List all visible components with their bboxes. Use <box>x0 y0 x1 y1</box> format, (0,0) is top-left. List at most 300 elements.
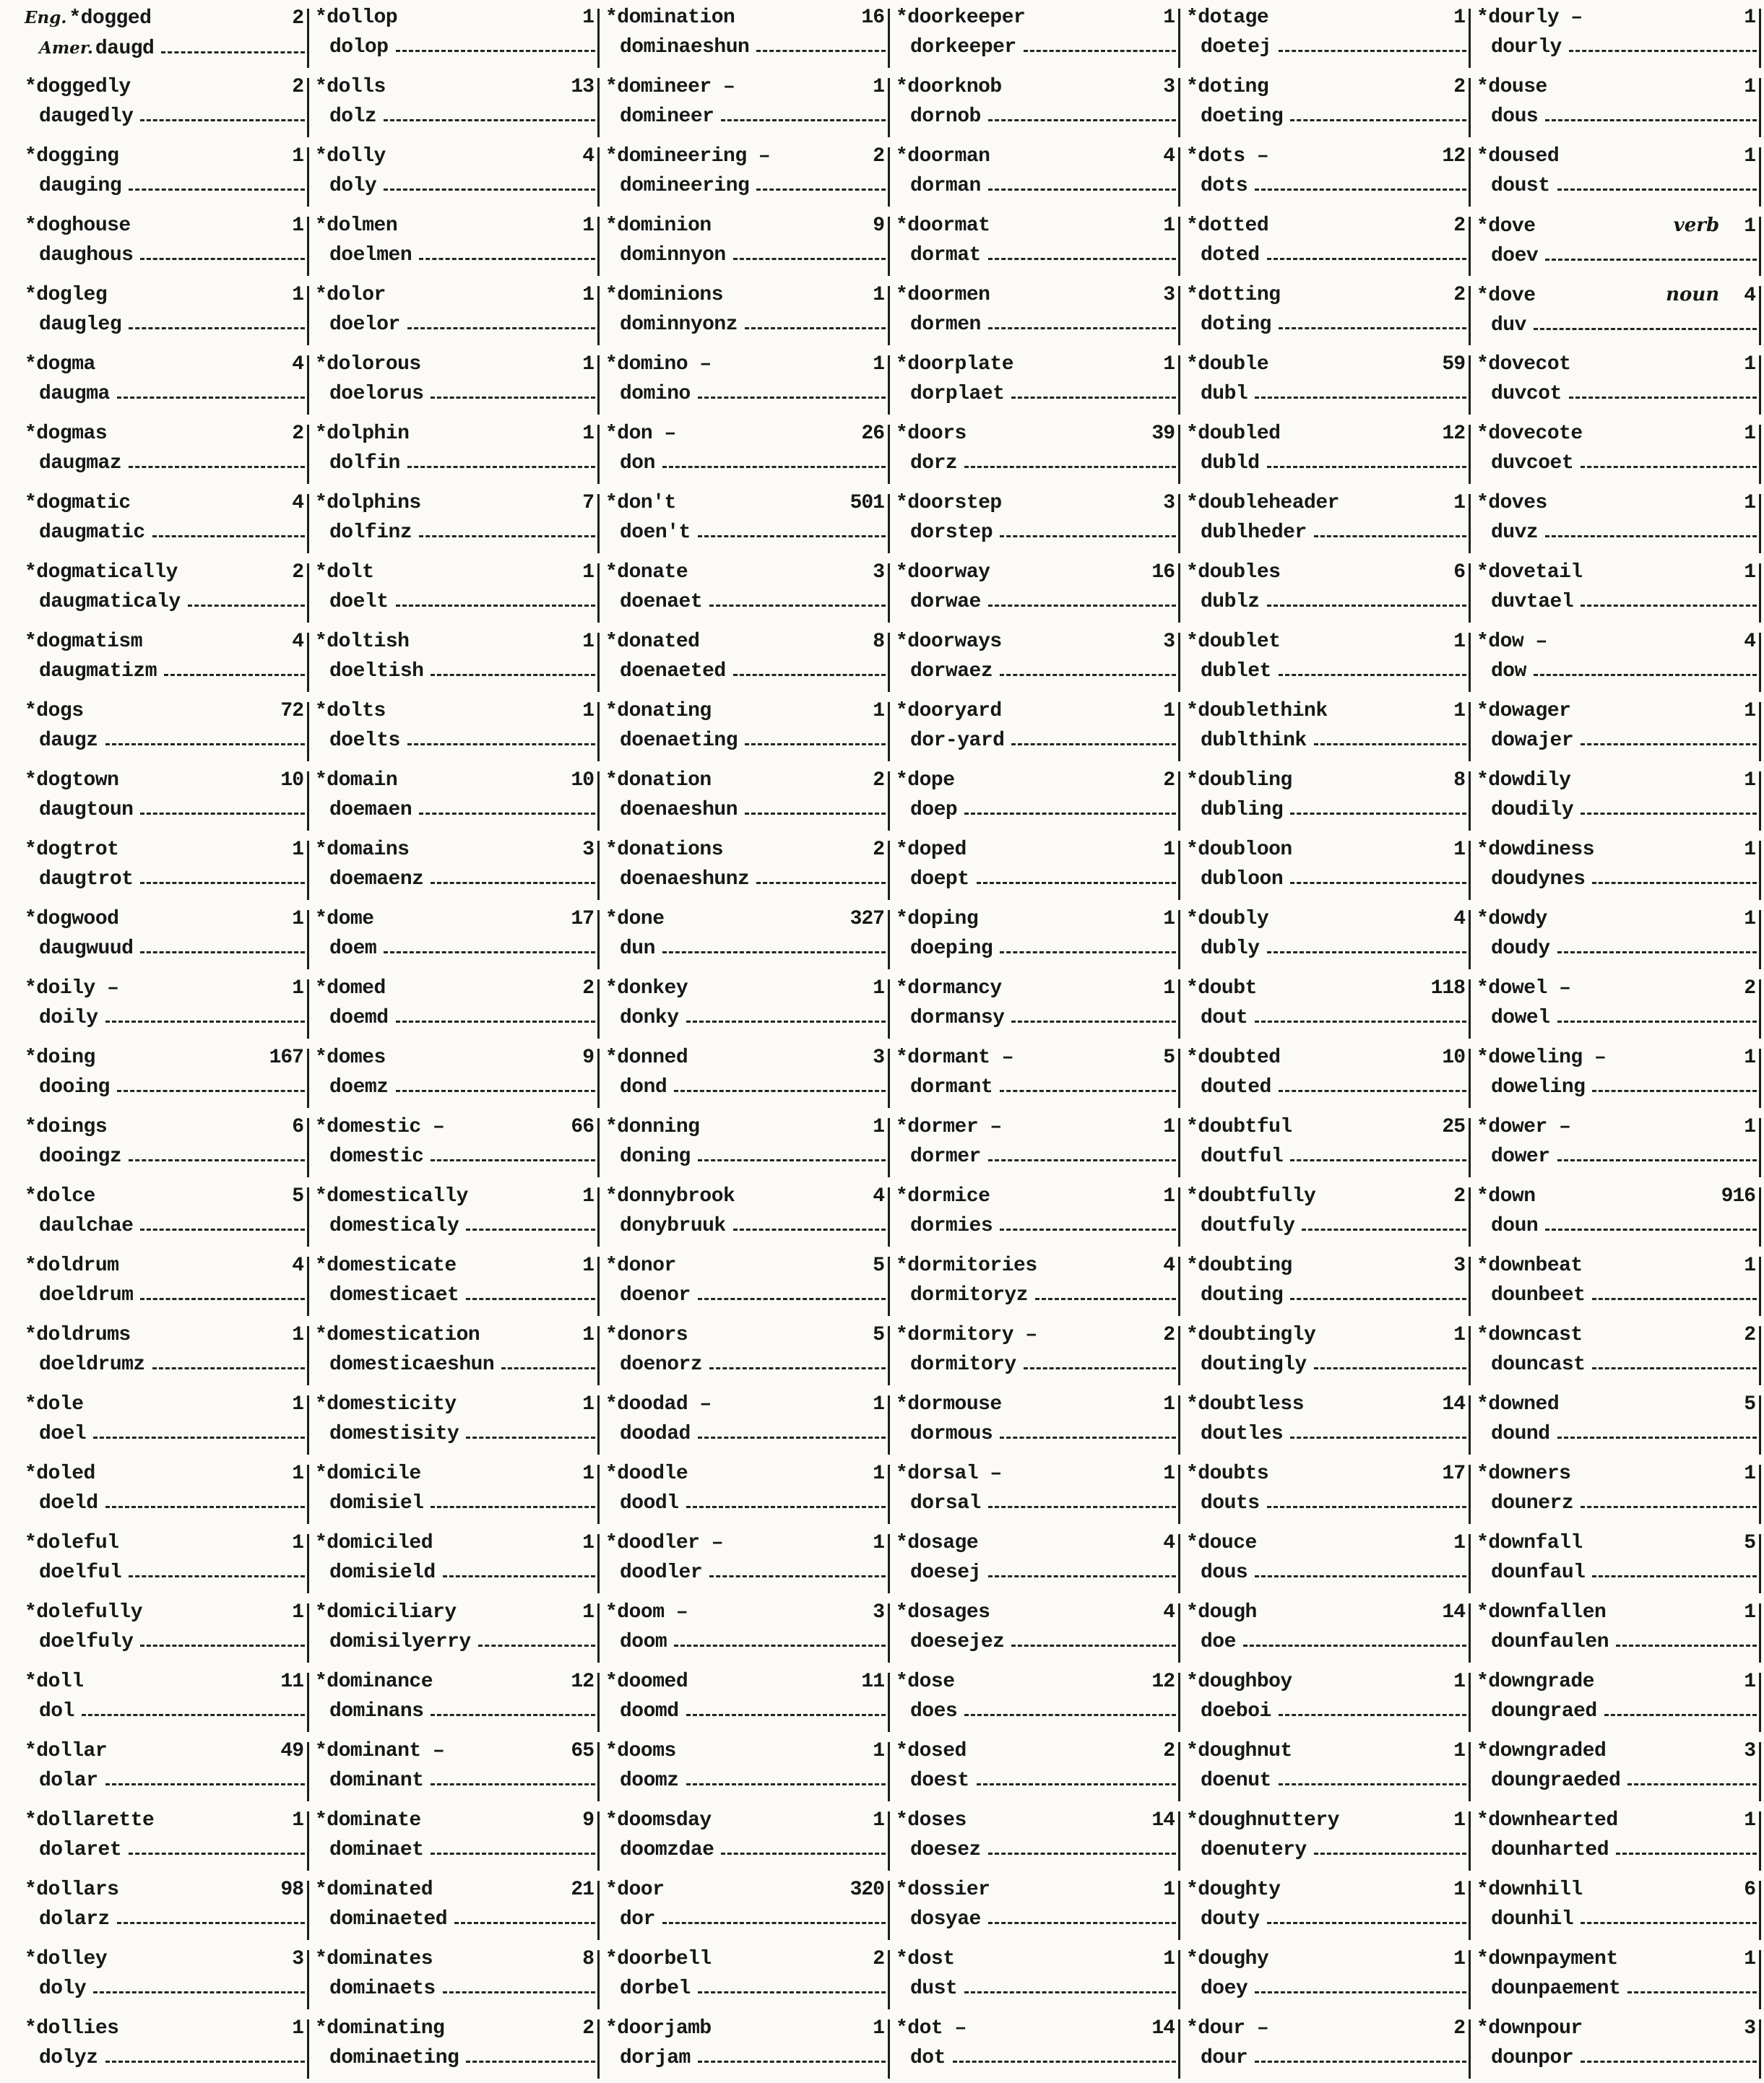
leader-line <box>1000 1432 1176 1439</box>
leader-line <box>1255 1986 1466 1993</box>
entry-respelling: doting <box>1201 313 1271 336</box>
entry-respelling: dublheder <box>1201 521 1307 544</box>
leader-line <box>745 322 886 329</box>
entry-frequency-count: 2 <box>292 7 303 30</box>
entry-word: *dovetail <box>1477 561 1583 584</box>
entry-respelling: doel <box>39 1423 87 1445</box>
entry-word-line <box>315 1598 601 1627</box>
leader-line <box>1243 1640 1466 1647</box>
entry-respell-line <box>1477 1073 1763 1102</box>
entry-respelling: doutful <box>1201 1146 1284 1168</box>
dictionary-entry <box>601 1319 891 1382</box>
entry-respelling: dormer <box>910 1146 981 1168</box>
leader-line <box>733 669 886 676</box>
entry-respelling: dormen <box>910 313 981 336</box>
entry-word: *dour – <box>1186 2017 1269 2040</box>
entry-word-line <box>315 1182 601 1211</box>
dictionary-entry <box>891 1111 1182 1174</box>
leader-line <box>1011 738 1176 745</box>
entry-frequency-count: 12 <box>1442 423 1465 445</box>
entry-frequency-count: 1 <box>292 1809 303 1832</box>
leader-line <box>1290 1432 1466 1439</box>
entry-frequency-count: 1 <box>873 2017 884 2040</box>
dictionary-column-1 <box>20 1 311 2082</box>
entry-respell-line <box>315 1697 601 1726</box>
entry-word-line <box>1186 1459 1472 1489</box>
entry-respelling: doenorz <box>620 1354 703 1376</box>
entry-respelling: dorman <box>910 175 981 197</box>
entry-respelling: donybruuk <box>620 1215 726 1237</box>
entry-word-line <box>896 1459 1182 1489</box>
entry-word-line <box>896 1182 1182 1211</box>
entry-respell-line <box>1477 1142 1763 1172</box>
entry-frequency-count: 2 <box>582 2017 594 2040</box>
entry-respelling: dounhil <box>1491 1908 1574 1931</box>
entry-word-line <box>1186 835 1472 865</box>
entry-frequency-count: 3 <box>1744 2017 1755 2040</box>
dictionary-entry <box>20 1388 311 1452</box>
entry-frequency-count: 1 <box>582 631 594 653</box>
leader-line <box>1000 530 1176 537</box>
entry-respell-line <box>1477 1489 1763 1518</box>
entry-respell-line <box>315 1350 601 1380</box>
entry-respell-line <box>315 2043 601 2073</box>
entry-word-line <box>605 974 891 1003</box>
entry-respelling: dounpor <box>1491 2047 1574 2069</box>
entry-frequency-count: 2 <box>292 423 303 445</box>
dictionary-entry <box>311 417 601 481</box>
entry-word-line <box>605 1667 891 1697</box>
entry-word: *dotted <box>1186 215 1269 237</box>
dictionary-entry <box>1182 625 1472 689</box>
entry-word: *doughnuttery <box>1186 1809 1339 1832</box>
entry-respelling: dubl <box>1201 383 1248 405</box>
entry-word-line <box>1186 1806 1472 1835</box>
dictionary-entry <box>1472 417 1763 481</box>
entry-word: *doubloon <box>1186 839 1292 861</box>
dictionary-entry <box>891 1527 1182 1590</box>
entry-respelling: doodad <box>620 1423 691 1445</box>
leader-line <box>1545 114 1757 121</box>
entry-word-line <box>1477 1112 1763 1142</box>
dictionary-entry <box>20 71 311 134</box>
leader-line <box>1279 322 1466 329</box>
language-label-amer: Amer. <box>39 38 93 58</box>
entry-respell-line <box>315 1974 601 2004</box>
entry-word-line <box>315 696 601 726</box>
entry-respelling: doemz <box>329 1076 389 1099</box>
entry-word-line <box>25 627 311 657</box>
entry-frequency-count: 1 <box>582 1393 594 1416</box>
dictionary-entry <box>1182 972 1472 1036</box>
leader-line <box>1557 1154 1757 1161</box>
leader-line <box>964 1709 1176 1716</box>
entry-respell-line <box>1477 865 1763 894</box>
entry-word: *domes <box>315 1047 386 1069</box>
dictionary-entry <box>20 348 311 412</box>
entry-frequency-count: 1 <box>873 700 884 722</box>
entry-word: *doves <box>1477 492 1547 514</box>
entry-word: *downgraded <box>1477 1740 1607 1762</box>
dictionary-entry <box>601 71 891 134</box>
entry-frequency-count: 2 <box>873 769 884 792</box>
entry-frequency-count: 3 <box>1744 1740 1755 1762</box>
entry-frequency-count: 98 <box>280 1879 303 1901</box>
leader-line <box>1534 669 1757 676</box>
dictionary-entry <box>601 1527 891 1590</box>
entry-word: *doors <box>896 423 967 445</box>
entry-word-line <box>896 1112 1182 1142</box>
entry-word-line <box>605 558 891 587</box>
leader-line <box>1592 1293 1757 1300</box>
dictionary-entry <box>1182 487 1472 550</box>
dictionary-entry <box>311 209 601 273</box>
dictionary-entry <box>1472 764 1763 828</box>
dictionary-entry <box>601 1180 891 1244</box>
entry-word: *domicile <box>315 1463 421 1485</box>
entry-word: *dormancy <box>896 977 1002 1000</box>
leader-line <box>1255 391 1466 399</box>
entry-word: *dolly <box>315 145 386 168</box>
leader-line <box>431 669 595 676</box>
dictionary-entry <box>20 279 311 342</box>
entry-respell-line <box>1477 102 1763 131</box>
entry-respell-line <box>315 1211 601 1241</box>
entry-respell-line <box>315 726 601 755</box>
entry-frequency-count: 3 <box>1163 76 1175 98</box>
entry-respelling: doelt <box>329 591 389 613</box>
entry-respell-line <box>605 379 891 409</box>
leader-line <box>977 1778 1176 1785</box>
entry-word: *doughboy <box>1186 1671 1292 1693</box>
entry-respelling: douty <box>1201 1908 1260 1931</box>
leader-line <box>745 738 886 745</box>
entry-word: *dominion <box>605 215 712 237</box>
entry-word-line <box>1477 1667 1763 1697</box>
entry-respelling: doutles <box>1201 1423 1284 1445</box>
entry-frequency-count: 3 <box>1163 284 1175 306</box>
entry-frequency-count: 2 <box>1163 1740 1175 1762</box>
entry-respell-line <box>25 587 311 617</box>
entry-frequency-count: 14 <box>1151 1809 1175 1832</box>
entry-respelling: does <box>910 1700 958 1723</box>
entry-word-line <box>1477 211 1763 241</box>
entry-word-line <box>315 1875 601 1905</box>
entry-word: *dominate <box>315 1809 421 1832</box>
entry-word: *dogleg <box>25 284 108 306</box>
leader-line <box>1267 946 1466 953</box>
entry-frequency-count: 25 <box>1442 1116 1465 1138</box>
entry-word: *dossier <box>896 1879 990 1901</box>
dictionary-entry <box>1472 1666 1763 1729</box>
entry-respelling: dominaet <box>329 1839 424 1861</box>
dictionary-entry <box>311 1042 601 1105</box>
entry-respell-line <box>25 2043 311 2073</box>
entry-word: *dosed <box>896 1740 967 1762</box>
entry-frequency-count: 1 <box>582 353 594 376</box>
leader-line <box>105 738 305 745</box>
entry-word-line <box>315 974 601 1003</box>
entry-word-line <box>896 142 1182 171</box>
dictionary-entry <box>20 695 311 758</box>
entry-word: *doorknob <box>896 76 1002 98</box>
entry-word-line <box>1477 766 1763 795</box>
entry-frequency-count: 72 <box>280 700 303 722</box>
entry-word: *down <box>1477 1185 1536 1208</box>
leader-line <box>988 1154 1176 1161</box>
entry-frequency-count: 10 <box>1442 1047 1465 1069</box>
entry-respelling: dolar <box>39 1770 98 1792</box>
dictionary-entry <box>601 348 891 412</box>
leader-line <box>1581 599 1757 607</box>
entry-word-line <box>896 72 1182 102</box>
entry-word-line <box>1186 1528 1472 1558</box>
entry-respell-line <box>1186 865 1472 894</box>
entry-word-line <box>315 904 601 934</box>
entry-word-line <box>605 142 891 171</box>
entry-word-line <box>605 835 891 865</box>
entry-frequency-count: 14 <box>1442 1393 1465 1416</box>
entry-word-line <box>25 1528 311 1558</box>
entry-frequency-count: 3 <box>1453 1255 1465 1277</box>
dictionary-entry <box>1472 1458 1763 1521</box>
entry-respelling: duvcot <box>1491 383 1562 405</box>
entry-respell-line <box>896 1974 1182 2004</box>
entry-word-line <box>25 1043 311 1073</box>
entry-word-line <box>605 766 891 795</box>
entry-frequency-count: 1 <box>873 977 884 1000</box>
dictionary-entry <box>20 1735 311 1798</box>
dictionary-entry <box>20 764 311 828</box>
entry-respelling: dublet <box>1201 660 1271 683</box>
entry-frequency-count: 5 <box>1744 1393 1755 1416</box>
entry-frequency-count: 1 <box>1163 700 1175 722</box>
dictionary-entry <box>1182 695 1472 758</box>
entry-word-line <box>1477 72 1763 102</box>
dictionary-entry <box>1472 140 1763 204</box>
entry-respelling: douting <box>1201 1284 1284 1307</box>
entry-word-line <box>605 72 891 102</box>
dictionary-entry <box>1182 1 1472 65</box>
leader-line <box>431 1778 595 1785</box>
entry-respelling: donky <box>620 1007 679 1029</box>
entry-word: *dolce <box>25 1185 95 1208</box>
entry-respelling: domesticaet <box>329 1284 459 1307</box>
leader-line <box>140 877 305 884</box>
entry-respelling: doelorus <box>329 383 424 405</box>
entry-word-line <box>1477 627 1763 657</box>
leader-line <box>1255 2056 1466 2063</box>
dictionary-entry <box>891 1250 1182 1313</box>
entry-respelling: doey <box>1201 1978 1248 2000</box>
entry-respelling: dolfin <box>329 452 400 475</box>
entry-frequency-count: 2 <box>582 977 594 1000</box>
entry-word-line <box>605 1806 891 1835</box>
entry-respelling: dolaret <box>39 1839 122 1861</box>
entry-frequency-count: 916 <box>1721 1185 1755 1208</box>
entry-respelling: dorkeeper <box>910 36 1016 59</box>
entry-respell-line <box>1186 795 1472 825</box>
entry-word-line <box>315 1390 601 1419</box>
leader-line <box>188 599 305 607</box>
entry-respelling: domestic <box>329 1146 424 1168</box>
entry-word: *dogmatism <box>25 631 143 653</box>
leader-line <box>105 1778 305 1785</box>
entry-respelling: daugedly <box>39 105 134 128</box>
leader-line <box>709 1570 886 1577</box>
dictionary-entry <box>891 417 1182 481</box>
entry-frequency-count: 5 <box>292 1185 303 1208</box>
entry-frequency-count: 8 <box>582 1948 594 1970</box>
entry-frequency-count: 1 <box>292 145 303 168</box>
entry-respelling: dolarz <box>39 1908 110 1931</box>
entry-frequency-count: 1 <box>1163 1116 1175 1138</box>
entry-respell-line <box>1477 1905 1763 1934</box>
entry-word: *downfallen <box>1477 1601 1607 1624</box>
entry-respell-line <box>315 518 601 547</box>
entry-word: *doorway <box>896 561 990 584</box>
leader-line <box>1024 45 1176 52</box>
dictionary-entry <box>891 1388 1182 1452</box>
entry-word-line <box>1186 488 1472 518</box>
dictionary-entry <box>1472 1527 1763 1590</box>
entry-respell-line <box>605 587 891 617</box>
entry-word: *doubtful <box>1186 1116 1292 1138</box>
dictionary-entry <box>1182 833 1472 897</box>
entry-word-line <box>896 974 1182 1003</box>
entry-respell-line <box>605 518 891 547</box>
entry-respelling: doeld <box>39 1492 98 1515</box>
leader-line <box>1627 1778 1757 1785</box>
entry-respell-line <box>605 241 891 270</box>
entry-word: *dow – <box>1477 631 1547 653</box>
entry-word-line <box>25 1112 311 1142</box>
entry-frequency-count: 1 <box>292 215 303 237</box>
entry-respell-line <box>896 795 1182 825</box>
entry-word: *donating <box>605 700 712 722</box>
dictionary-entry <box>20 903 311 966</box>
entry-respell-line <box>25 1350 311 1380</box>
entry-word: *doorkeeper <box>896 7 1026 29</box>
entry-respelling: dooing <box>39 1076 110 1099</box>
entry-frequency-count: 4 <box>1163 1532 1175 1554</box>
entry-word: *domestic – <box>315 1116 445 1138</box>
dictionary-columns <box>20 1 1764 2082</box>
dictionary-entry <box>311 1180 601 1244</box>
entry-respell-line <box>315 1627 601 1657</box>
entry-word: *dogging <box>25 145 119 168</box>
entry-respell-line <box>896 1627 1182 1657</box>
entry-word: *doubling <box>1186 769 1292 792</box>
entry-frequency-count: 3 <box>1163 492 1175 514</box>
entry-respelling: dominans <box>329 1700 424 1723</box>
entry-respell-line <box>896 1350 1182 1380</box>
leader-line <box>443 1986 595 1993</box>
entry-frequency-count: 501 <box>849 492 884 514</box>
entry-word: *doting <box>1186 76 1269 98</box>
entry-word-line <box>25 696 311 726</box>
entry-respell-line <box>605 449 891 478</box>
leader-line <box>140 114 305 121</box>
dictionary-entry <box>20 140 311 204</box>
dictionary-entry <box>311 833 601 897</box>
entry-respell-line <box>605 1766 891 1796</box>
dictionary-entry <box>311 695 601 758</box>
entry-respell-line <box>315 1142 601 1172</box>
leader-line <box>698 2056 886 2063</box>
dictionary-entry <box>891 1666 1182 1729</box>
entry-respell-line <box>896 241 1182 270</box>
entry-respelling: doesej <box>910 1562 981 1584</box>
entry-frequency-count: 2 <box>1744 977 1755 1000</box>
dictionary-entry <box>601 1596 891 1660</box>
entry-word-line <box>1186 280 1472 310</box>
entry-frequency-count: 4 <box>873 1185 884 1208</box>
entry-word-line <box>25 904 311 934</box>
dictionary-entry <box>1182 1250 1472 1313</box>
entry-frequency-count: 12 <box>571 1671 594 1693</box>
entry-word: *doubtless <box>1186 1393 1305 1416</box>
leader-line <box>1290 807 1466 815</box>
entry-word-line <box>896 211 1182 241</box>
dictionary-entry <box>891 695 1182 758</box>
dictionary-entry <box>1472 1111 1763 1174</box>
entry-frequency-count: 1 <box>292 2017 303 2040</box>
entry-word: *dooms <box>605 1740 676 1762</box>
entry-word: *dovecot <box>1477 353 1571 376</box>
entry-respelling: doudily <box>1491 799 1574 821</box>
entry-frequency-count: 1 <box>1453 1671 1465 1693</box>
entry-word-line <box>1477 1736 1763 1766</box>
entry-respelling: doev <box>1491 245 1539 267</box>
entry-respelling: dounfaulen <box>1491 1631 1609 1653</box>
leader-line <box>698 1293 886 1300</box>
entry-frequency-count: 5 <box>1163 1047 1175 1069</box>
entry-frequency-count: 17 <box>1442 1463 1465 1485</box>
entry-word-line <box>25 488 311 518</box>
entry-respelling: dous <box>1201 1562 1248 1584</box>
entry-word-line <box>1186 1736 1472 1766</box>
entry-word: *dovecote <box>1477 423 1583 445</box>
entry-word-line <box>25 2014 311 2043</box>
entry-respell-line <box>25 1003 311 1033</box>
entry-word: *domino – <box>605 353 712 376</box>
entry-word: *doorjamb <box>605 2017 712 2040</box>
entry-respell-line <box>896 310 1182 339</box>
entry-respell-line <box>25 102 311 131</box>
leader-line <box>129 1848 305 1855</box>
dictionary-entry <box>20 833 311 897</box>
entry-respelling: dol <box>39 1700 74 1723</box>
entry-word: *doughty <box>1186 1879 1281 1901</box>
entry-respelling: doungraed <box>1491 1700 1597 1723</box>
dictionary-entry <box>891 1319 1182 1382</box>
entry-word-line <box>1186 350 1472 379</box>
entry-word: *doped <box>896 839 967 861</box>
entry-frequency-count: 1 <box>582 215 594 237</box>
entry-respell-line <box>25 657 311 686</box>
entry-respell-line <box>605 865 891 894</box>
leader-line <box>1314 1848 1466 1855</box>
entry-respelling: doept <box>910 868 969 891</box>
entry-frequency-count: 4 <box>1163 145 1175 168</box>
dictionary-entry <box>601 209 891 273</box>
entry-respell-line <box>896 33 1182 62</box>
entry-frequency-count: 1 <box>873 1532 884 1554</box>
leader-line <box>1557 1015 1757 1023</box>
entry-respelling: daugma <box>39 383 110 405</box>
entry-frequency-count: 1 <box>582 1532 594 1554</box>
